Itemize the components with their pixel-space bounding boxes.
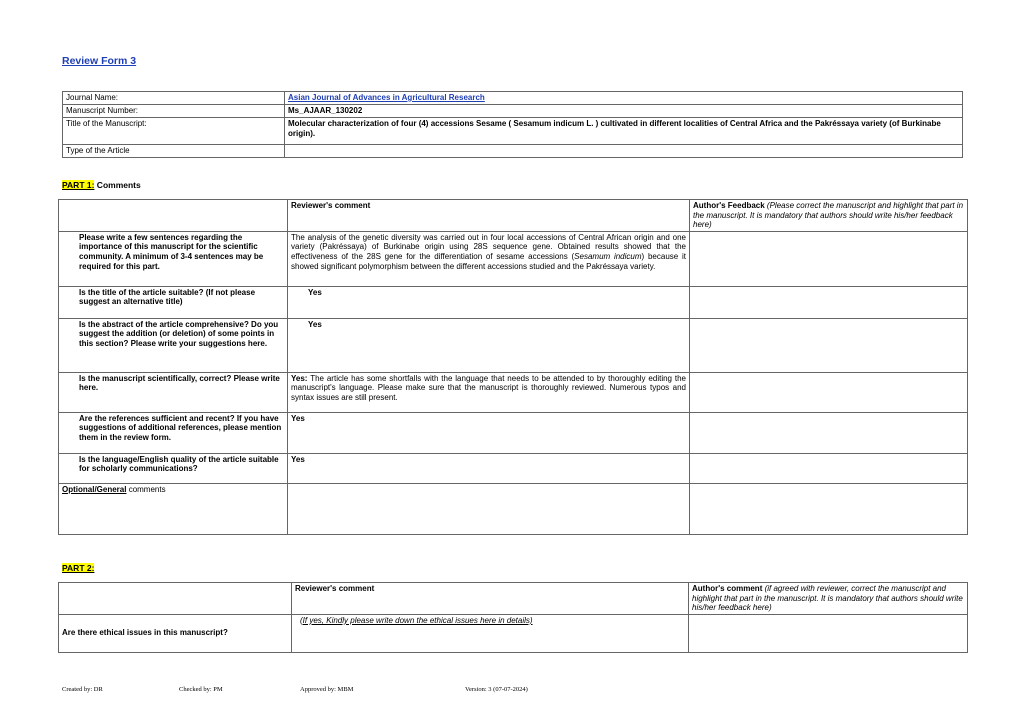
journal-name-label: Journal Name: bbox=[63, 92, 285, 105]
part2-label: PART 2: bbox=[62, 563, 95, 573]
feedback-language[interactable] bbox=[690, 453, 968, 483]
feedback-title-suitable[interactable] bbox=[690, 286, 968, 318]
optional-comments-label: Optional/General comments bbox=[59, 483, 288, 534]
part1-label-suffix: Comments bbox=[94, 180, 141, 190]
question-title-suitable: Is the title of the article suitable? (If not please suggest an alternative title) bbox=[59, 286, 288, 318]
table-row bbox=[59, 372, 968, 412]
manuscript-number-value: Ms_AJAAR_130202 bbox=[285, 105, 963, 118]
table-row bbox=[59, 614, 968, 652]
question-scientific: Is the manuscript scientifically, correct? Please write here. bbox=[59, 372, 288, 412]
question-references: Are the references sufficient and recent? If you have suggestions of additional references, please mention them in the review form. bbox=[59, 412, 288, 453]
manuscript-number-label: Manuscript Number: bbox=[63, 105, 285, 118]
part2-heading bbox=[62, 563, 94, 573]
form-title: Review Form 3 bbox=[62, 55, 137, 67]
table-row bbox=[59, 286, 968, 318]
manuscript-info-table bbox=[62, 91, 963, 158]
comment-abstract[interactable]: Yes bbox=[288, 318, 690, 372]
footer-created: Created by: DR bbox=[62, 686, 103, 693]
table-row bbox=[59, 453, 968, 483]
table-row bbox=[59, 318, 968, 372]
footer-version: Version: 3 (07-07-2024) bbox=[465, 686, 528, 693]
part1-header-blank bbox=[59, 200, 288, 232]
comment-importance[interactable]: The analysis of the genetic diversity was carried out in four local accessions of Central African origin and one variety (Pakréssaya) of Burkinabe origin using 28S sequence gene. Obtained results showed that the effectiveness of the 28S gene for the differentiation of sesame accessions (Sesamum indicum) because it showed significant polymorphism between the different accessions studied and the Pakréssaya variety. bbox=[288, 231, 690, 286]
table-row bbox=[59, 412, 968, 453]
feedback-references[interactable] bbox=[690, 412, 968, 453]
comment-title-suitable[interactable]: Yes bbox=[288, 286, 690, 318]
manuscript-title-label: Title of the Manuscript: bbox=[63, 118, 285, 145]
comment-language[interactable]: Yes bbox=[288, 453, 690, 483]
optional-comments-feedback[interactable] bbox=[690, 483, 968, 534]
manuscript-title-value: Molecular characterization of four (4) accessions Sesame ( Sesamum indicum L. ) cultivated in different localities of Central Africa and the Pakréssaya variety (of Burkinabe origin). bbox=[285, 118, 963, 145]
table-row bbox=[59, 231, 968, 286]
journal-name-link[interactable]: Asian Journal of Advances in Agricultural Research bbox=[288, 93, 485, 102]
question-ethics: Are there ethical issues in this manuscript? bbox=[59, 614, 292, 652]
part2-reviewer-header: Reviewer's comment bbox=[292, 583, 689, 615]
part1-reviewer-header: Reviewer's comment bbox=[288, 200, 690, 232]
part2-ethics-table bbox=[58, 582, 968, 653]
article-type-label: Type of the Article bbox=[63, 145, 285, 158]
optional-comments-reviewer[interactable] bbox=[288, 483, 690, 534]
article-type-value[interactable] bbox=[285, 145, 963, 158]
comment-scientific[interactable]: Yes: The article has some shortfalls with the language that needs to be attended to by thoroughly editing the manuscript's language. Please make sure that the manuscript is thoroughly reviewed. Numerous typos and syntax issues are still present. bbox=[288, 372, 690, 412]
feedback-scientific[interactable] bbox=[690, 372, 968, 412]
feedback-importance[interactable] bbox=[690, 231, 968, 286]
footer-approved: Approved by: MBM bbox=[300, 686, 354, 693]
part2-author-header: Author's comment (if agreed with reviewer, correct the manuscript and highlight that part in the manuscript. It is mandatory that authors should write his/her feedback here) bbox=[689, 583, 968, 615]
footer-checked: Checked by: PM bbox=[179, 686, 223, 693]
question-language: Is the language/English quality of the article suitable for scholarly communications? bbox=[59, 453, 288, 483]
part2-header-blank bbox=[59, 583, 292, 615]
question-abstract: Is the abstract of the article comprehensive? Do you suggest the addition (or deletion) of some points in this section? Please write your suggestions here. bbox=[59, 318, 288, 372]
part1-label: PART 1: bbox=[62, 180, 95, 190]
part1-heading bbox=[62, 180, 141, 190]
table-row bbox=[59, 483, 968, 534]
comment-references[interactable]: Yes bbox=[288, 412, 690, 453]
comment-ethics[interactable]: (If yes, Kindly please write down the ethical issues here in details) bbox=[292, 614, 689, 652]
feedback-ethics[interactable] bbox=[689, 614, 968, 652]
question-importance: Please write a few sentences regarding the importance of this manuscript for the scientific community. A minimum of 3-4 sentences may be required for this part. bbox=[59, 231, 288, 286]
part1-comments-table bbox=[58, 199, 968, 535]
part1-author-header: Author's Feedback (Please correct the manuscript and highlight that part in the manuscript. It is mandatory that authors should write his/her feedback here) bbox=[690, 200, 968, 232]
feedback-abstract[interactable] bbox=[690, 318, 968, 372]
